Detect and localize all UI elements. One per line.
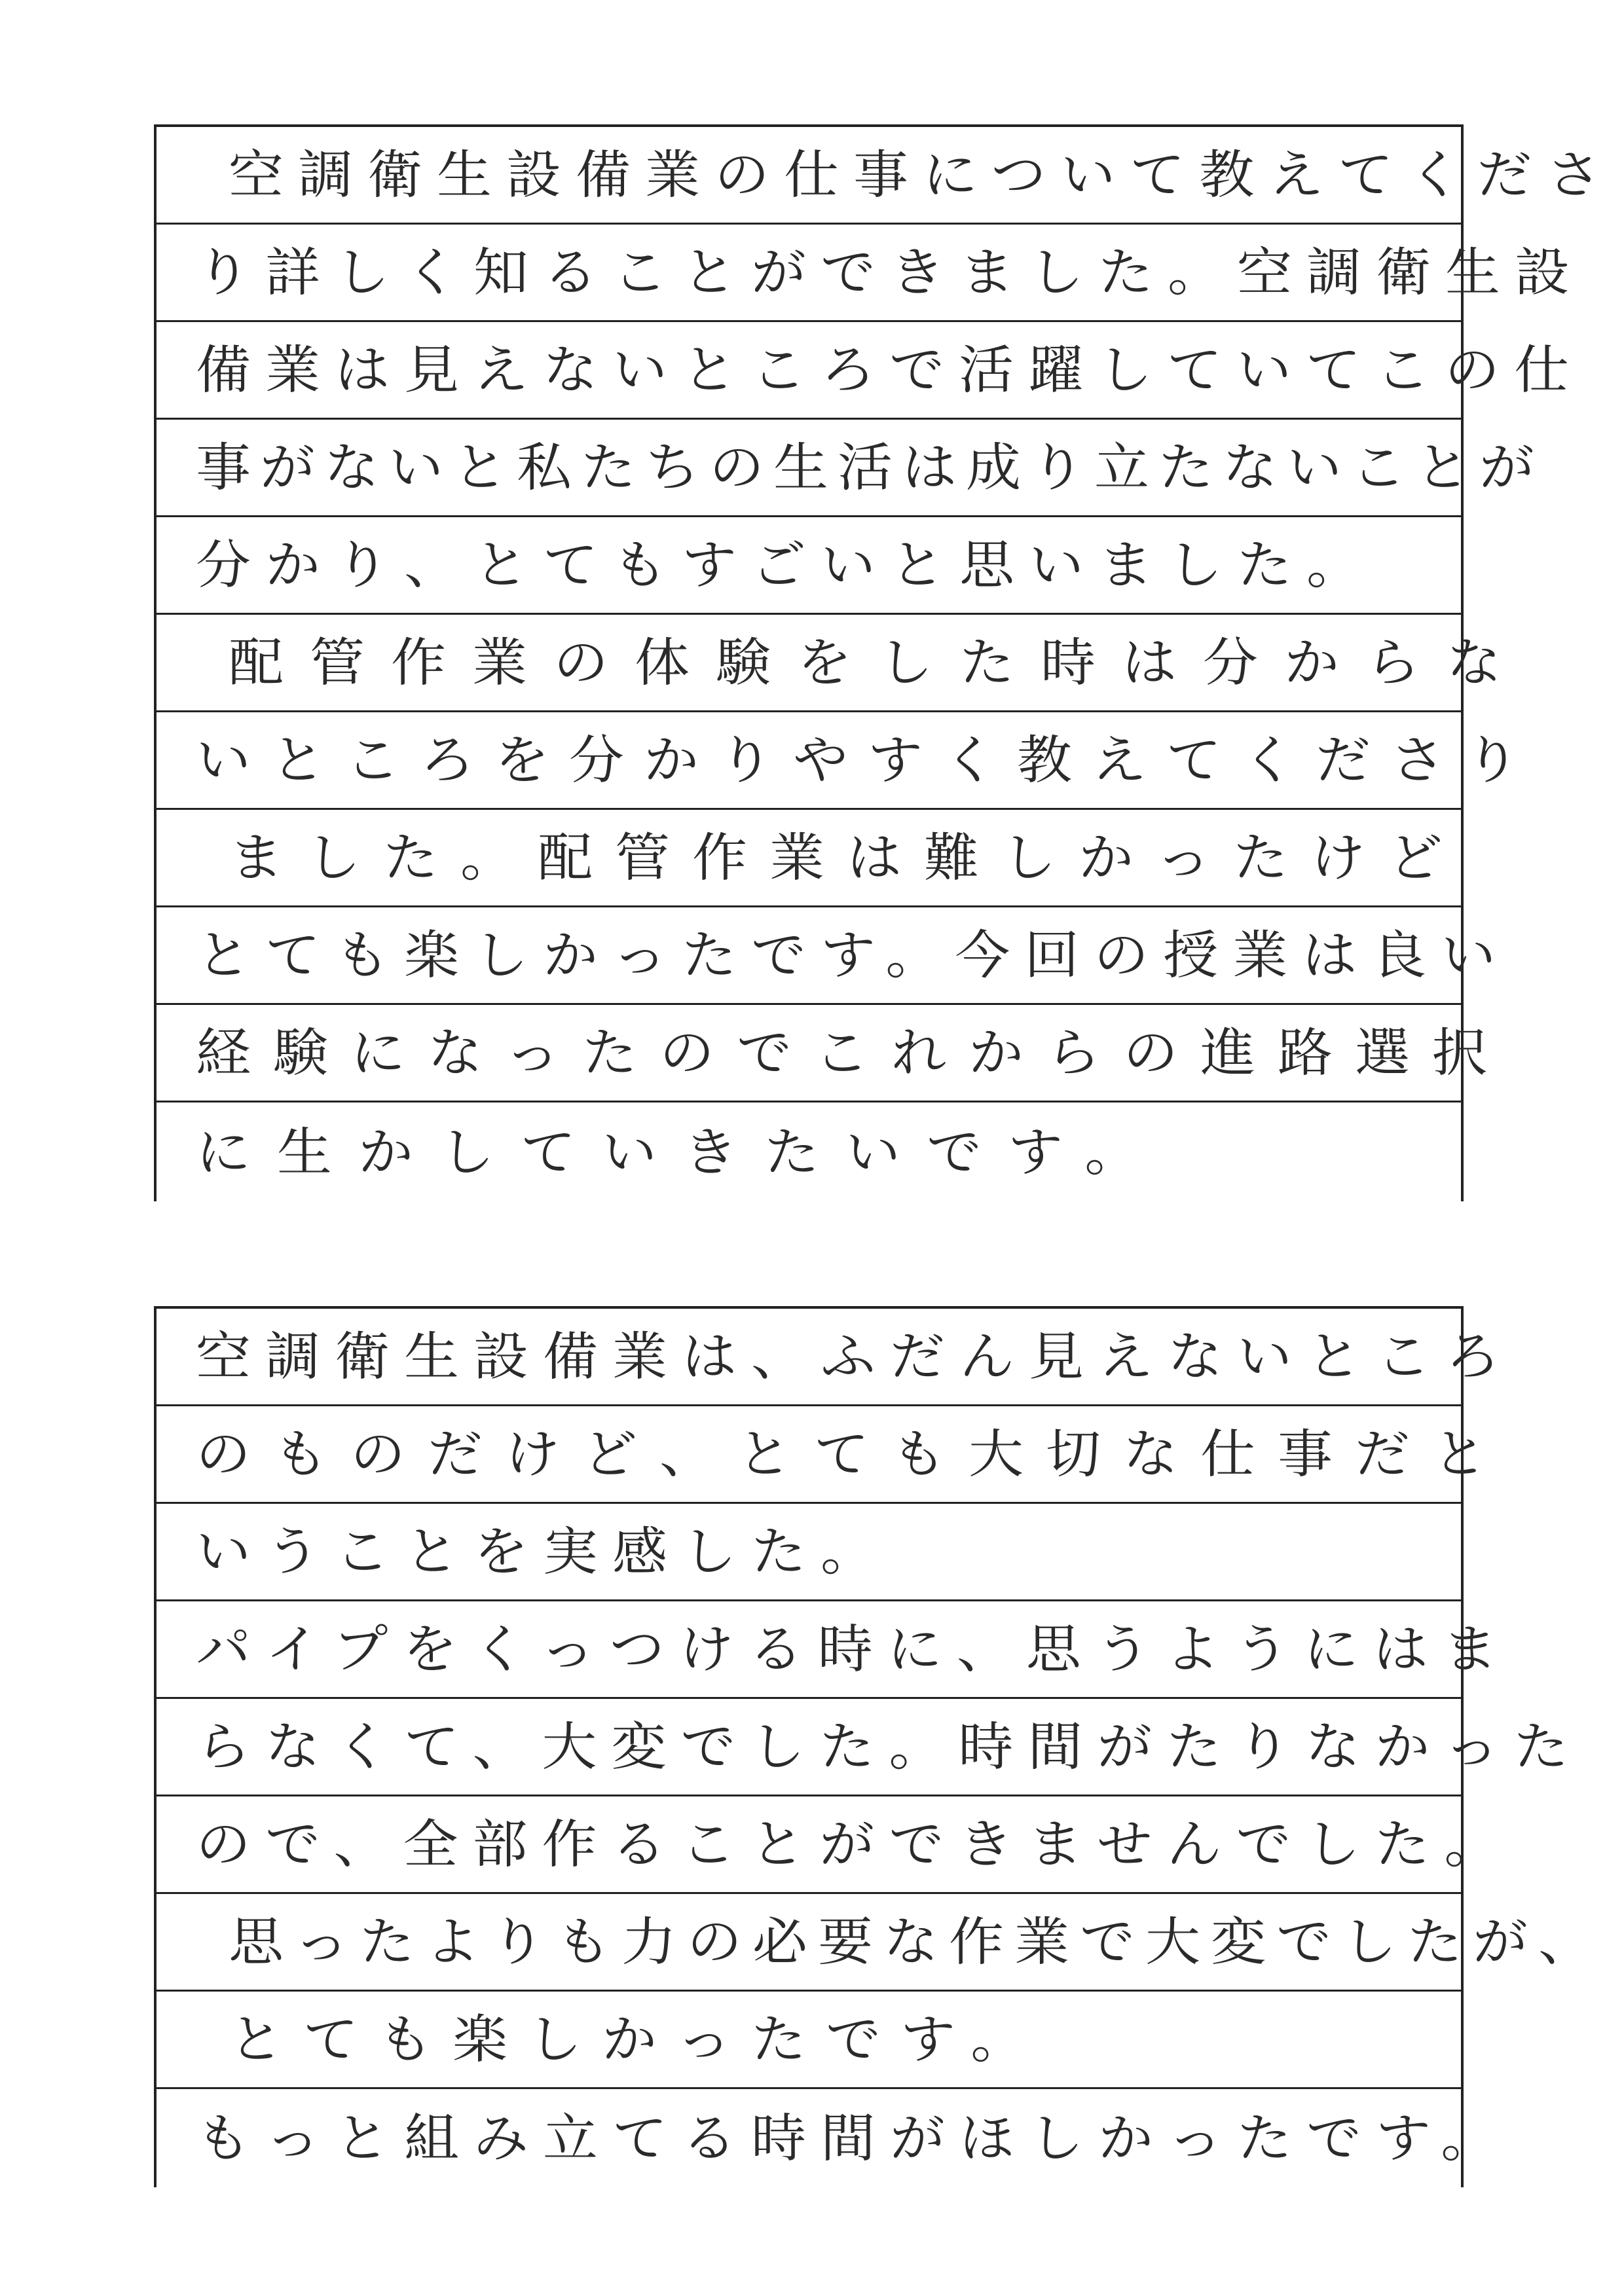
handwritten-line: パイプをくっつける時に、思うようにはま bbox=[196, 1618, 1512, 1680]
handwritten-line: 備業は見えないところで活躍していてこの仕 bbox=[196, 339, 1584, 401]
ruled-line bbox=[157, 1005, 1510, 1102]
ruled-line bbox=[157, 1699, 1583, 1796]
ruled-line bbox=[157, 1406, 1510, 1504]
handwritten-line: 空調衛生設備業は、ふだん見えないところ bbox=[196, 1326, 1515, 1387]
handwritten-line: 配管作業の体験をした時は分からな bbox=[229, 632, 1528, 693]
ruled-line bbox=[157, 420, 1544, 517]
ruled-line bbox=[157, 322, 1584, 420]
ruled-line bbox=[157, 1894, 1604, 1992]
ruled-line bbox=[157, 907, 1511, 1005]
ruled-line bbox=[157, 712, 1540, 810]
handwritten-line: に生かしていきたいです。 bbox=[196, 1121, 1166, 1183]
ruled-line bbox=[157, 615, 1528, 712]
ruled-line bbox=[157, 517, 1461, 615]
handwritten-line: 経験になったのでこれからの進路選択 bbox=[196, 1022, 1510, 1084]
essay-sheet-2 bbox=[154, 1306, 1604, 2187]
handwritten-line: もっと組み立てる時間がほしかったです。 bbox=[196, 2107, 1511, 2169]
handwritten-line: いところを分かりやすく教えてくださり bbox=[196, 729, 1540, 791]
ruled-line bbox=[157, 1309, 1515, 1406]
handwritten-line: 分かり、とてもすごいと思いました。 bbox=[196, 534, 1376, 596]
handwritten-line: ので、全部作ることができませんでした。 bbox=[196, 1813, 1514, 1875]
handwritten-line: のものだけど、とても大切な仕事だと bbox=[196, 1423, 1510, 1485]
handwritten-line: ました。配管作業は難しかったけど bbox=[229, 827, 1466, 888]
handwritten-line: いうことを実感した。 bbox=[196, 1521, 891, 1582]
ruled-line bbox=[157, 1102, 1461, 1201]
ruled-line bbox=[157, 1601, 1512, 1699]
handwritten-line: らなくて、大変でした。時間がたりなかった bbox=[196, 1716, 1583, 1777]
ruled-line bbox=[157, 225, 1585, 322]
ruled-line bbox=[157, 127, 1616, 225]
ruled-line bbox=[157, 2089, 1511, 2187]
handwritten-line: り詳しく知ることができました。空調衛生設 bbox=[196, 242, 1585, 303]
handwritten-line: 思ったよりも力の必要な作業で大変でしたが、 bbox=[229, 1911, 1604, 1973]
handwritten-line: とても楽しかったです。今回の授業は良い bbox=[196, 924, 1511, 986]
handwritten-line: 空調衛生設備業の仕事について教えてくださ bbox=[229, 144, 1616, 206]
essay-sheet-1 bbox=[154, 124, 1616, 1201]
handwritten-line: とても楽しかったです。 bbox=[229, 2009, 1046, 2070]
ruled-line bbox=[157, 1992, 1461, 2089]
ruled-line bbox=[157, 1796, 1514, 1894]
ruled-line bbox=[157, 810, 1466, 907]
ruled-line bbox=[157, 1504, 1461, 1601]
handwritten-line: 事がないと私たちの生活は成り立たないことが bbox=[196, 437, 1544, 498]
